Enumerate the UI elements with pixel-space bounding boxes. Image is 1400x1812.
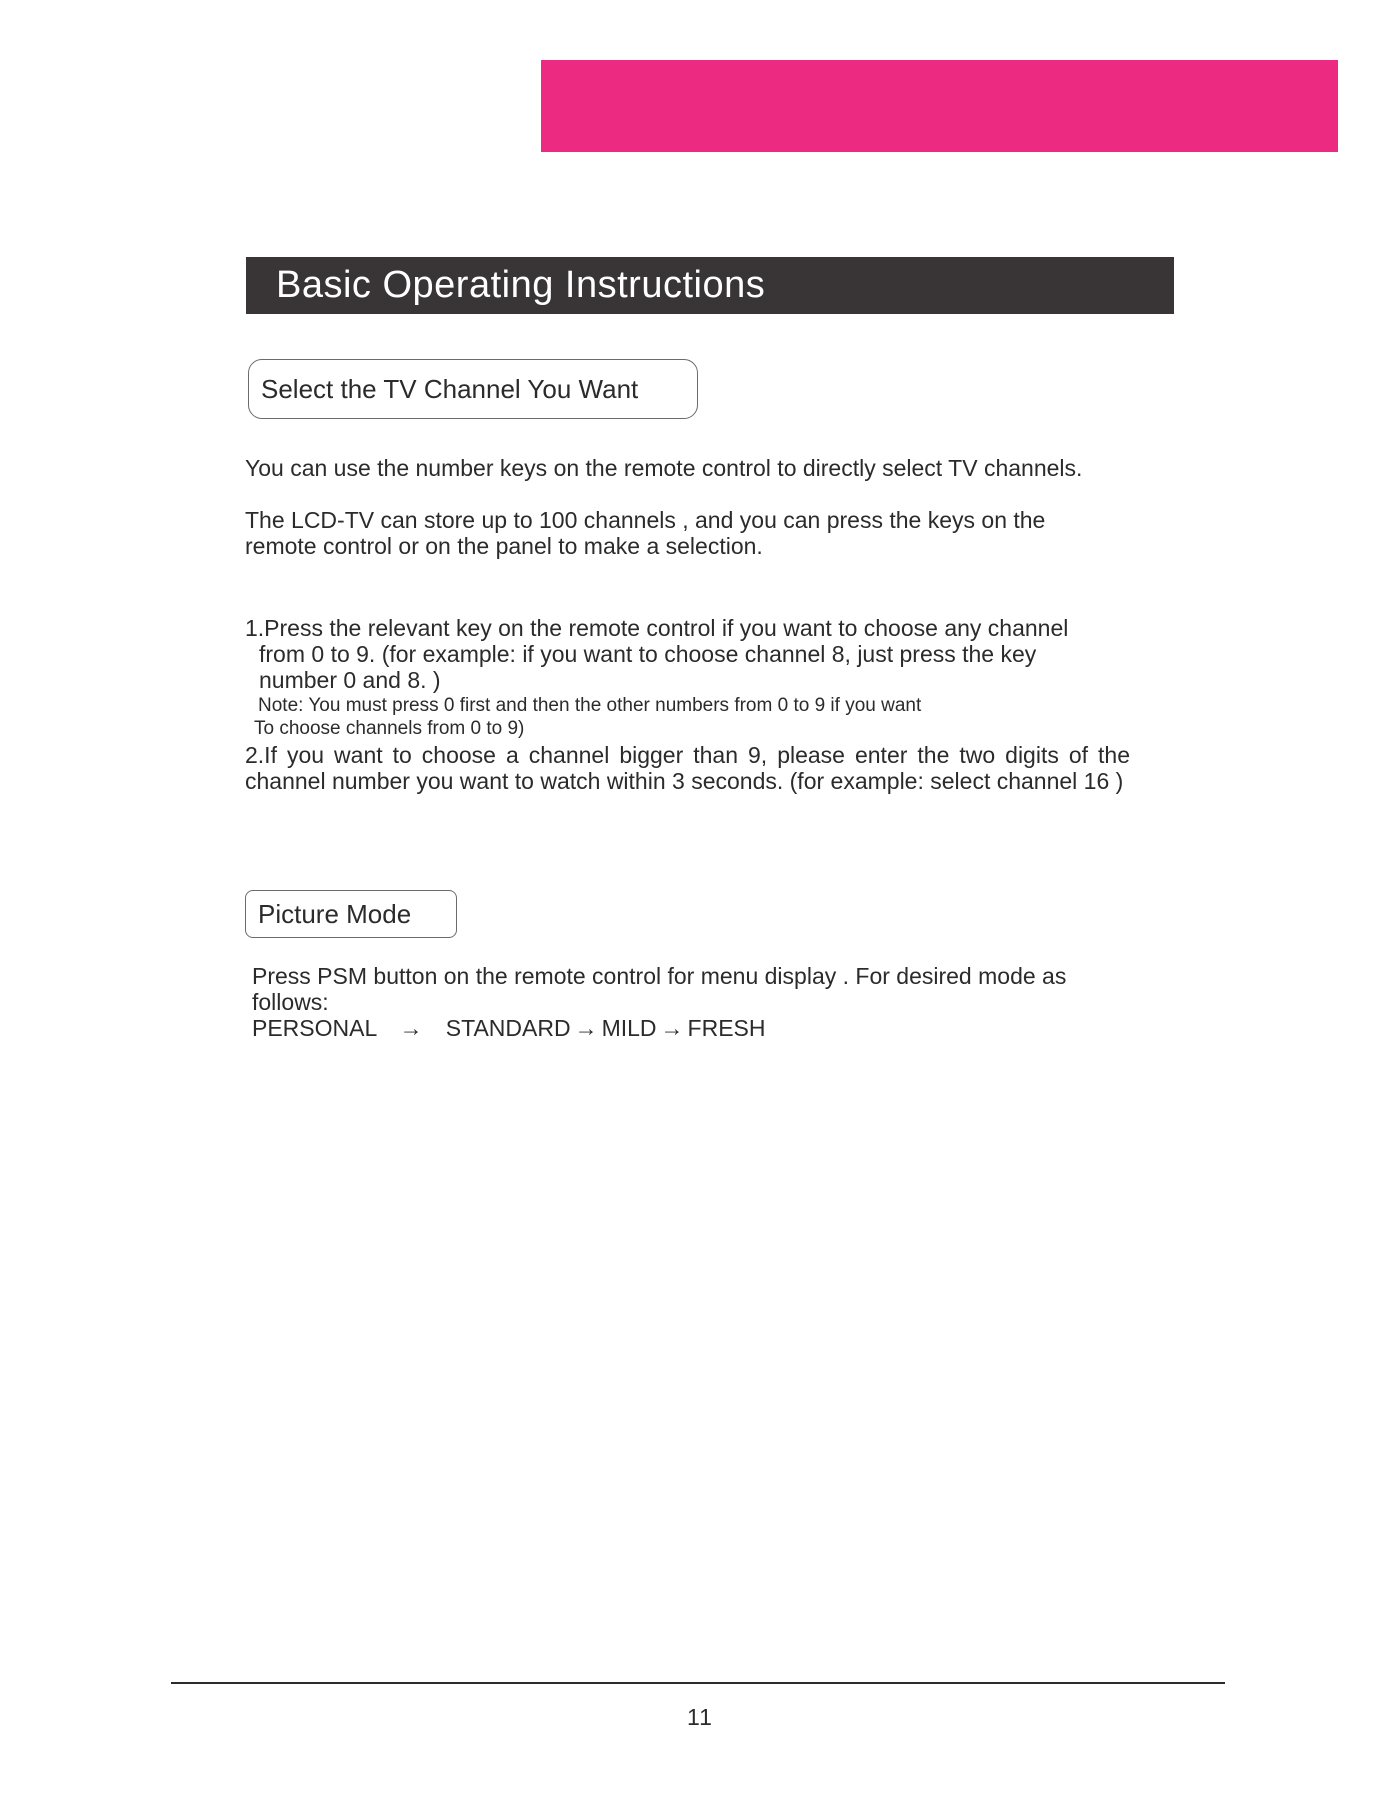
picture-mode-subheading-box bbox=[245, 890, 457, 938]
header-color-banner bbox=[541, 60, 1338, 152]
note-line-2: To choose channels from 0 to 9) bbox=[254, 718, 525, 739]
mode-standard: STANDARD bbox=[445, 1015, 571, 1041]
channel-capacity-paragraph: The LCD-TV can store up to 100 channels , and you can press the keys on the remote control or on the panel to make a selection. bbox=[245, 507, 1046, 559]
channel-intro-paragraph: You can use the number keys on the remote control to directly select TV channels. bbox=[245, 455, 1083, 481]
picture-mode-description: Press PSM button on the remote control for menu display . For desired mode as follows: bbox=[252, 963, 1067, 1015]
step-1-line-3: number 0 and 8. ) bbox=[259, 667, 441, 693]
arrow-right-icon: → bbox=[574, 1015, 598, 1041]
channel-note bbox=[254, 694, 1118, 740]
page-title: Basic Operating Instructions bbox=[276, 264, 766, 306]
arrow-right-icon: → bbox=[399, 1015, 423, 1041]
section-title-bar bbox=[246, 257, 1174, 314]
note-line-1: Note: You must press 0 first and then the other numbers from 0 to 9 if you want bbox=[258, 695, 922, 716]
picture-mode-subheading: Picture Mode bbox=[258, 898, 412, 929]
mode-personal: PERSONAL bbox=[252, 1015, 377, 1041]
footer-divider bbox=[171, 1682, 1225, 1684]
step-1-line-1: 1.Press the relevant key on the remote control if you want to choose any channel bbox=[245, 615, 1069, 641]
arrow-right-icon: → bbox=[660, 1015, 684, 1041]
channel-subheading-box bbox=[248, 359, 698, 419]
step-1-line-2: from 0 to 9. (for example: if you want to choose channel 8, just press the key bbox=[259, 641, 1037, 667]
step-2-instructions: 2.If you want to choose a channel bigger than 9, please enter the two digits of the channel number you want to watch within 3 seconds. (for example: select channel 16 ) bbox=[245, 742, 1130, 794]
mode-mild: MILD bbox=[601, 1015, 657, 1041]
mode-fresh: FRESH bbox=[687, 1015, 766, 1041]
page-number: 11 bbox=[687, 1704, 713, 1730]
step-1-instructions bbox=[245, 615, 1125, 693]
picture-mode-sequence bbox=[252, 1015, 765, 1041]
channel-subheading: Select the TV Channel You Want bbox=[261, 373, 639, 404]
